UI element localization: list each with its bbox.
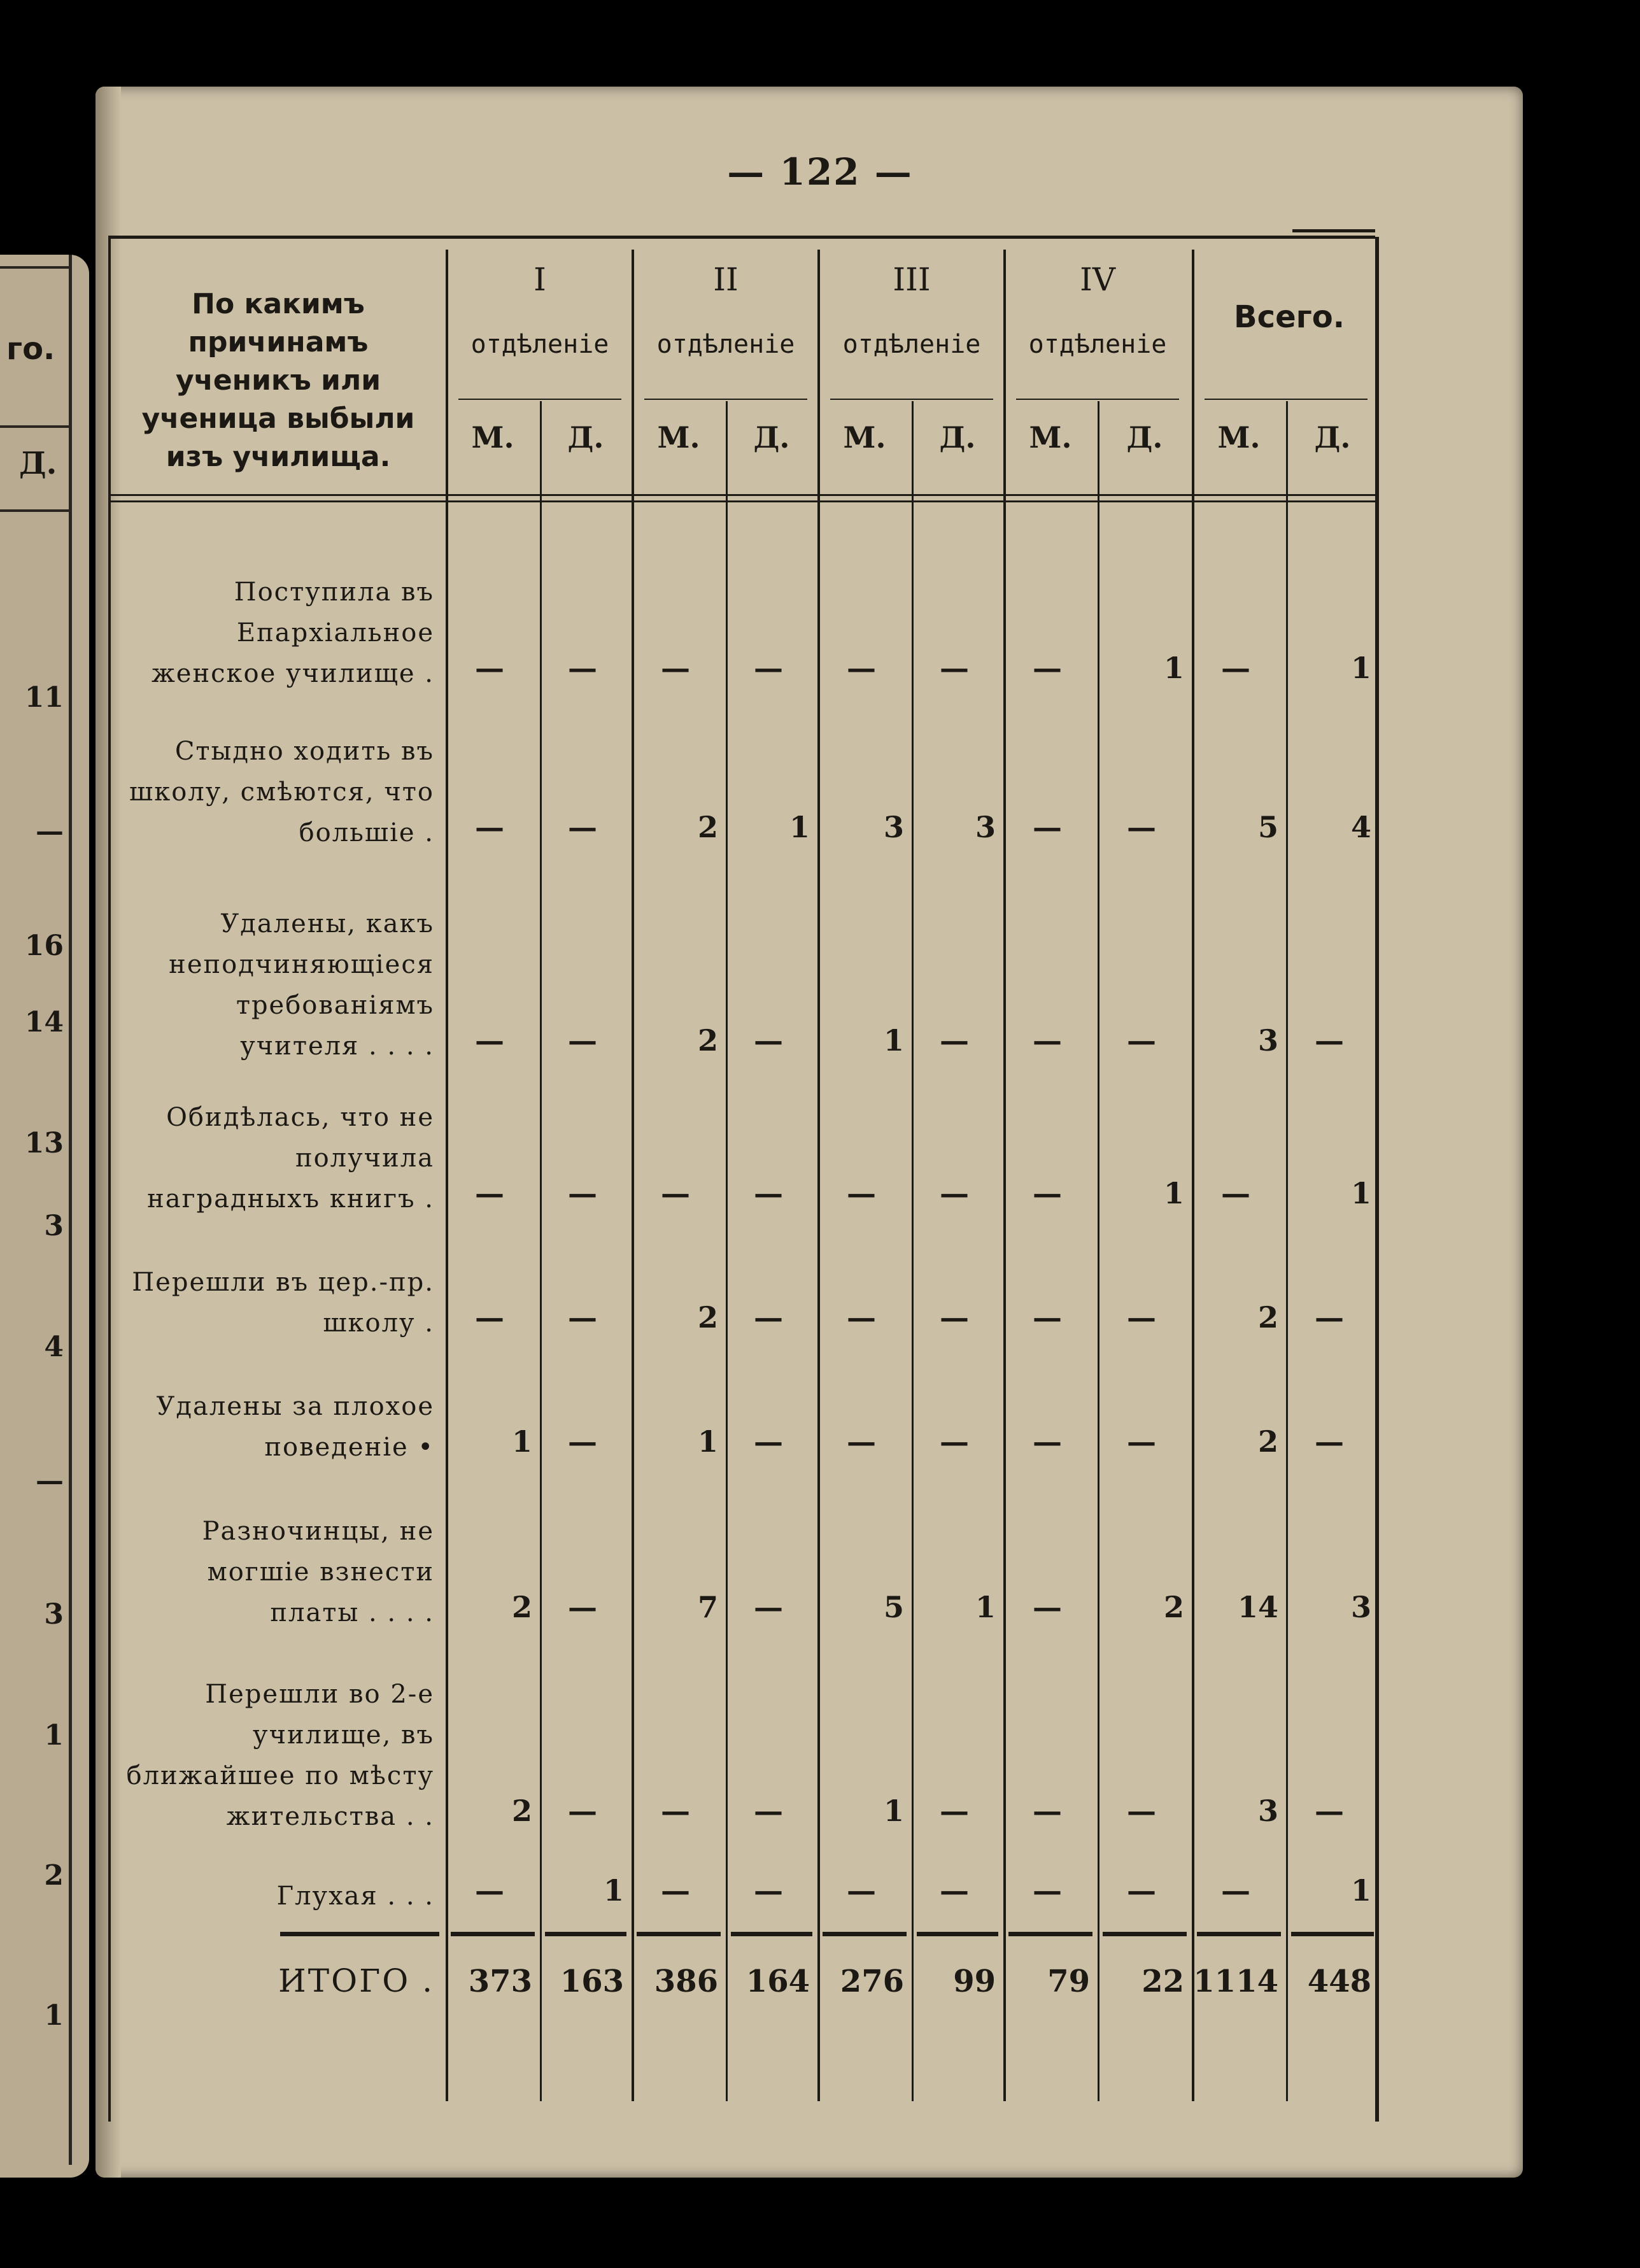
row-cell: —: [1315, 1424, 1344, 1459]
row-cell: —: [940, 1794, 969, 1828]
group-subrule: [644, 399, 807, 400]
left-page-number: —: [36, 1464, 64, 1497]
row-cell: —: [847, 651, 876, 685]
left-page-number: 1: [44, 1999, 64, 2032]
row-cell: —: [1315, 1794, 1344, 1828]
row-cell: —: [940, 1424, 969, 1459]
left-page-number: 14: [24, 1006, 64, 1038]
left-page-number: 2: [44, 1859, 64, 1892]
row-reason: Удалены, какъ неподчиняющiеся требованiямъ учителя . . . .: [169, 909, 434, 1061]
sub-header-d: Д.: [753, 420, 790, 455]
reason-header: По какимъ причинамъ ученикъ или ученица выбыли изъ училища.: [141, 288, 415, 473]
row-cell: —: [754, 1873, 783, 1908]
left-page-number: 4: [44, 1331, 64, 1363]
row-reason: Перешли во 2-е училище, въ ближайшее по мѣсту жительства . .: [126, 1680, 434, 1831]
row-cell: —: [754, 1424, 783, 1459]
header-rule: [108, 500, 1375, 502]
row-cell: 3: [1257, 1794, 1278, 1828]
total-rule: [1008, 1932, 1092, 1936]
row-cell: —: [940, 1176, 969, 1210]
total-row-cell: 79: [1047, 1964, 1090, 1999]
sub-header-d: Д.: [567, 420, 604, 455]
sub-header-m: М.: [471, 420, 514, 455]
row-cell: —: [568, 1794, 597, 1828]
page-number: — 122 —: [727, 150, 913, 194]
row-cell: —: [1033, 1873, 1062, 1908]
row-cell: 1: [1350, 1873, 1371, 1908]
row-cell: 2: [1163, 1590, 1184, 1624]
row-cell: 2: [511, 1794, 532, 1828]
table-right-border: [1375, 237, 1379, 2122]
row-cell: —: [1127, 1424, 1156, 1459]
left-header-fragment: го.: [6, 331, 55, 367]
row-reason: Обидѣлась, что не получила наградныхъ книгъ .: [147, 1103, 434, 1214]
header-rule: [108, 494, 1375, 496]
row-cell: —: [847, 1873, 876, 1908]
row-cell: —: [847, 1424, 876, 1459]
row-cell: —: [754, 1300, 783, 1335]
left-subheader: Д.: [19, 446, 57, 481]
total-row-cell: 386: [654, 1964, 718, 1999]
row-cell: —: [754, 1794, 783, 1828]
row-reason: Разночинцы, не могшiе взнести платы . . . .: [202, 1517, 434, 1627]
row-cell: 1: [789, 810, 810, 844]
row-cell: —: [475, 810, 504, 844]
row-cell: 1: [697, 1424, 718, 1459]
row-cell: —: [1033, 1023, 1062, 1058]
row-cell: —: [568, 810, 597, 844]
row-cell: 1: [883, 1023, 904, 1058]
group-label: отдѣленiе: [470, 330, 609, 359]
row-cell: —: [661, 1794, 690, 1828]
row-cell: —: [1315, 1023, 1344, 1058]
total-row-cell: 448: [1307, 1964, 1371, 1999]
row-cell: —: [940, 1023, 969, 1058]
total-row-cell: 373: [468, 1964, 532, 1999]
row-cell: —: [661, 1176, 690, 1210]
row-cell: 1: [1350, 651, 1371, 685]
row-cell: 2: [511, 1590, 532, 1624]
row-cell: 3: [883, 810, 904, 844]
row-cell: —: [568, 651, 597, 685]
left-page-number: 3: [44, 1598, 64, 1631]
row-cell: —: [661, 1873, 690, 1908]
row-cell: 2: [1257, 1424, 1278, 1459]
left-vline: [69, 255, 72, 2165]
table-top-rule: [108, 236, 1375, 239]
row-cell: —: [847, 1300, 876, 1335]
row-reason: Перешли въ цер.-пр. школу .: [132, 1268, 434, 1338]
row-cell: 1: [1350, 1176, 1371, 1210]
row-cell: —: [754, 1023, 783, 1058]
group-subrule: [458, 399, 621, 400]
row-cell: —: [1315, 1300, 1344, 1335]
sub-header-m: М.: [843, 420, 886, 455]
row-cell: —: [940, 651, 969, 685]
row-cell: —: [1033, 1590, 1062, 1624]
row-cell: —: [1033, 810, 1062, 844]
row-cell: —: [1127, 810, 1156, 844]
row-cell: —: [940, 1300, 969, 1335]
sub-header-m: М.: [657, 420, 700, 455]
total-rule: [1197, 1932, 1281, 1936]
row-cell: —: [1033, 651, 1062, 685]
total-rule: [451, 1932, 535, 1936]
left-page-number: 1: [44, 1719, 64, 1752]
row-cell: —: [568, 1176, 597, 1210]
row-cell: —: [568, 1300, 597, 1335]
left-page-number: 13: [24, 1127, 64, 1159]
row-cell: —: [475, 1023, 504, 1058]
row-cell: 2: [697, 1300, 718, 1335]
total-rule: [917, 1932, 998, 1936]
row-reason: Стыдно ходить въ школу, смѣются, что большiе .: [129, 737, 434, 847]
row-cell: —: [940, 1873, 969, 1908]
row-cell: —: [475, 1176, 504, 1210]
total-row-label: ИТОГО .: [278, 1962, 434, 1999]
table-top-rule: [1292, 229, 1375, 232]
row-cell: —: [568, 1590, 597, 1624]
row-reason: Поступила въ Епархiальное женское училище .: [152, 578, 434, 688]
total-row-cell: 164: [746, 1964, 810, 1999]
total-rule: [823, 1932, 907, 1936]
row-cell: —: [475, 651, 504, 685]
sub-header-d: Д.: [1126, 420, 1163, 455]
group-roman-numeral: I: [534, 261, 546, 298]
group-subrule: [1016, 399, 1179, 400]
row-cell: —: [475, 1873, 504, 1908]
left-page-number: 11: [24, 681, 64, 714]
left-page-number: —: [36, 815, 64, 847]
row-cell: 1: [1163, 651, 1184, 685]
row-cell: 2: [697, 1023, 718, 1058]
row-cell: —: [1127, 1023, 1156, 1058]
left-rule: [0, 266, 70, 269]
group-subrule: [1205, 399, 1368, 400]
left-rule: [0, 509, 70, 512]
total-rule: [731, 1932, 812, 1936]
row-cell: 1: [883, 1794, 904, 1828]
group-label: отдѣленiе: [1028, 330, 1167, 359]
sub-header-m: М.: [1029, 420, 1072, 455]
sub-header-d: Д.: [939, 420, 976, 455]
group-label: отдѣленiе: [842, 330, 981, 359]
total-rule: [1291, 1932, 1374, 1936]
left-page-strip: [0, 255, 89, 2178]
group-label: отдѣленiе: [656, 330, 795, 359]
group-roman-numeral: IV: [1080, 261, 1115, 298]
total-rule: [637, 1932, 721, 1936]
row-cell: 5: [1257, 810, 1278, 844]
row-cell: —: [847, 1176, 876, 1210]
row-cell: —: [754, 1176, 783, 1210]
row-cell: 2: [1257, 1300, 1278, 1335]
total-rule: [545, 1932, 626, 1936]
row-cell: —: [1033, 1300, 1062, 1335]
row-cell: 3: [975, 810, 996, 844]
row-cell: 1: [603, 1873, 624, 1908]
row-reason: Глухая . . .: [276, 1882, 434, 1911]
total-row-cell: 163: [560, 1964, 624, 1999]
row-cell: —: [568, 1023, 597, 1058]
total-row-cell: 22: [1142, 1964, 1184, 1999]
row-cell: 2: [697, 810, 718, 844]
row-cell: 7: [697, 1590, 718, 1624]
row-cell: 1: [1163, 1176, 1184, 1210]
left-rule: [0, 425, 70, 428]
group-subrule: [830, 399, 993, 400]
total-row-cell: 99: [953, 1964, 996, 1999]
row-cell: 5: [883, 1590, 904, 1624]
row-cell: —: [1221, 1873, 1250, 1908]
row-cell: —: [1033, 1176, 1062, 1210]
row-cell: —: [1221, 1176, 1250, 1210]
row-cell: —: [1221, 651, 1250, 685]
row-cell: —: [754, 1590, 783, 1624]
row-cell: 1: [511, 1424, 532, 1459]
row-cell: —: [475, 1300, 504, 1335]
total-rule: [1103, 1932, 1187, 1936]
row-cell: 3: [1350, 1590, 1371, 1624]
total-header: Всего.: [1234, 299, 1345, 335]
row-cell: —: [1033, 1794, 1062, 1828]
left-page-number: 3: [44, 1210, 64, 1242]
left-page-number: 16: [24, 930, 64, 962]
total-row-cell: 276: [840, 1964, 904, 1999]
table-left-border: [108, 237, 111, 2122]
total-row-cell: 1114: [1193, 1964, 1278, 1999]
row-cell: —: [1127, 1794, 1156, 1828]
group-roman-numeral: III: [893, 261, 931, 298]
row-cell: —: [568, 1424, 597, 1459]
row-reason: Удалены за плохое поведенiе •: [156, 1392, 434, 1462]
row-cell: —: [1127, 1873, 1156, 1908]
row-cell: 1: [975, 1590, 996, 1624]
sub-header-m: М.: [1217, 420, 1261, 455]
total-rule: [280, 1932, 439, 1936]
group-roman-numeral: II: [713, 261, 739, 298]
row-cell: —: [1127, 1300, 1156, 1335]
row-cell: —: [1033, 1424, 1062, 1459]
sub-header-d: Д.: [1314, 420, 1351, 455]
row-cell: 4: [1350, 810, 1371, 844]
row-cell: 14: [1237, 1590, 1278, 1624]
row-cell: —: [661, 651, 690, 685]
row-cell: 3: [1257, 1023, 1278, 1058]
row-cell: —: [754, 651, 783, 685]
